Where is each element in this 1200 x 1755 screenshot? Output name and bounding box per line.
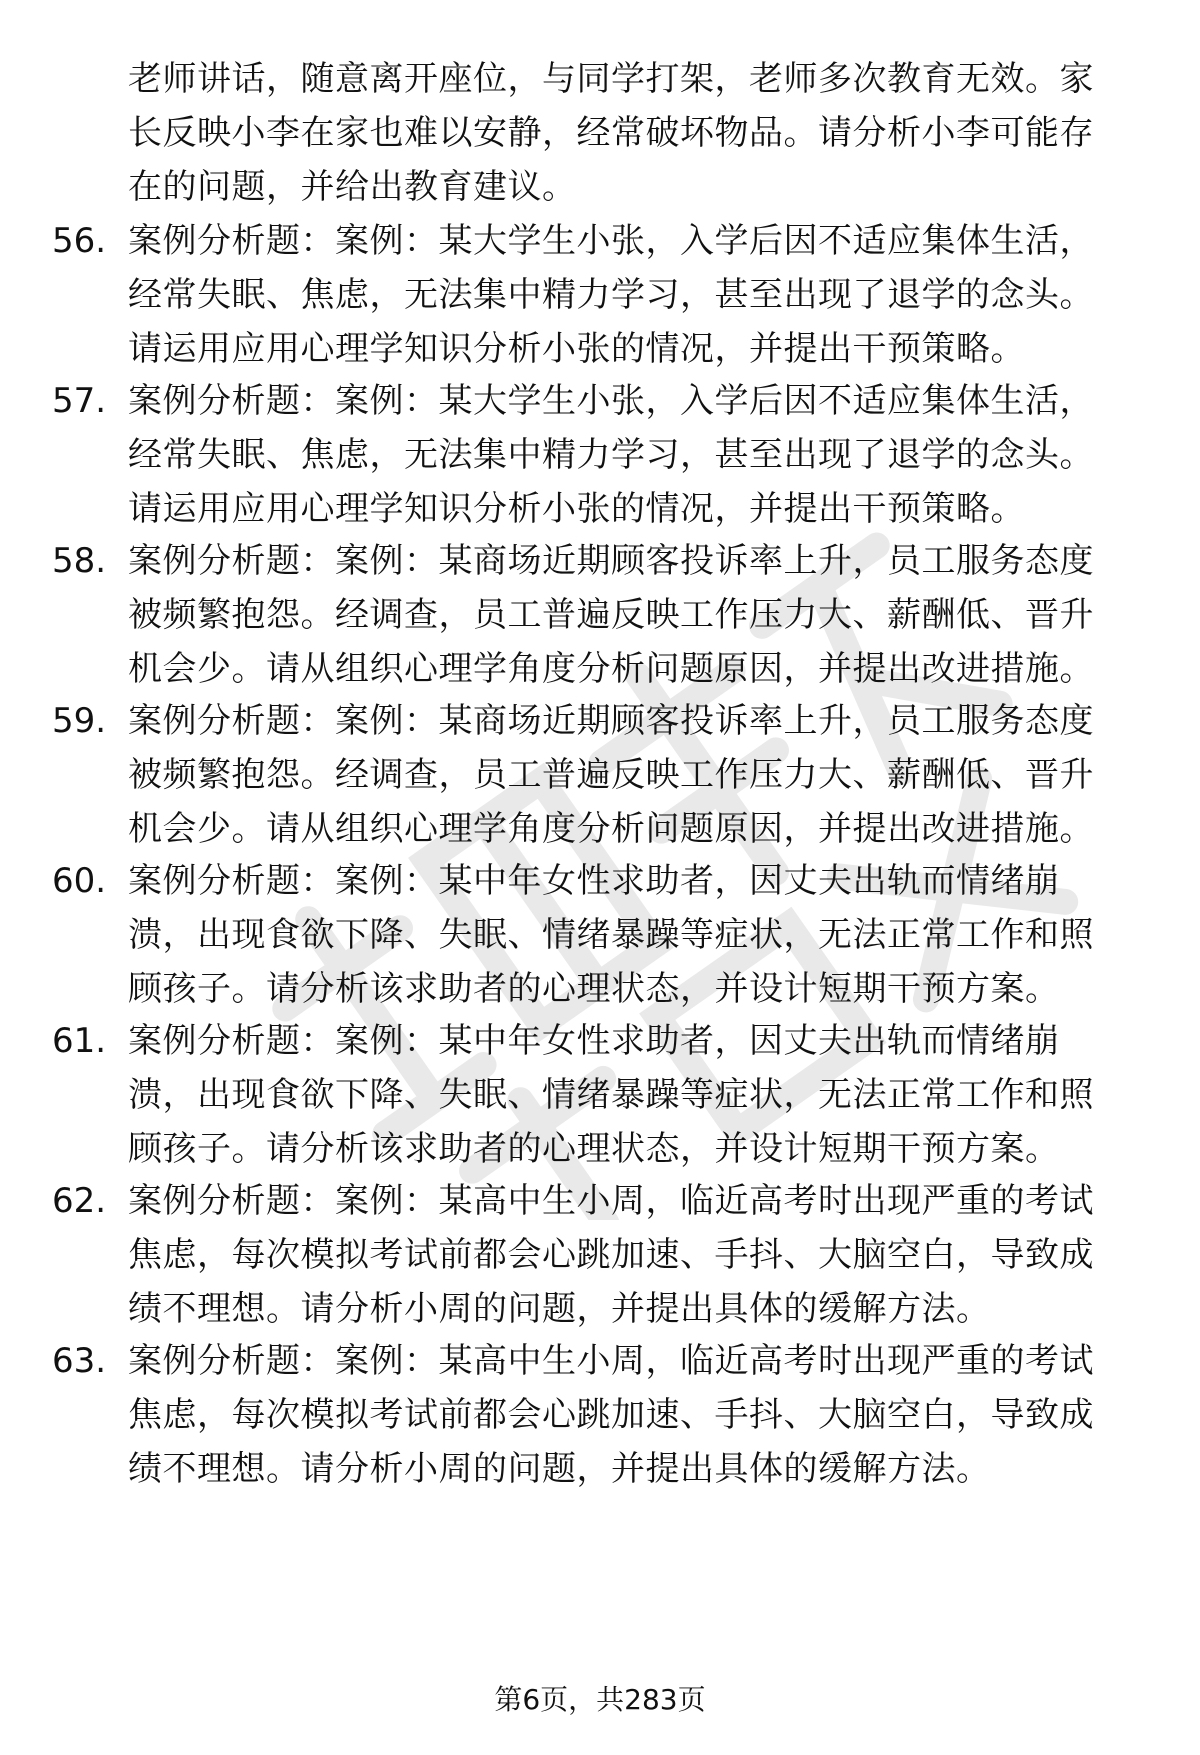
question-text bbox=[128, 694, 1148, 856]
text-line: 案例分析题：案例：某大学生小张，入学后因不适应集体生活， bbox=[128, 381, 1094, 421]
text-line: 案例分析题：案例：某大学生小张，入学后因不适应集体生活， bbox=[128, 221, 1094, 261]
question-text bbox=[128, 1174, 1148, 1336]
text-line: 请运用应用心理学知识分析小张的情况，并提出干预策略。 bbox=[128, 329, 1025, 369]
text-line: 绩不理想。请分析小周的问题，并提出具体的缓解方法。 bbox=[128, 1449, 991, 1489]
text-line: 被频繁抱怨。经调查，员工普遍反映工作压力大、薪酬低、晋升 bbox=[128, 595, 1094, 635]
question-text bbox=[128, 1334, 1148, 1496]
text-line: 长反映小李在家也难以安静，经常破坏物品。请分析小李可能存 bbox=[128, 113, 1094, 153]
text-line: 焦虑，每次模拟考试前都会心跳加速、手抖、大脑空白，导致成 bbox=[128, 1395, 1094, 1435]
text-line: 请运用应用心理学知识分析小张的情况，并提出干预策略。 bbox=[128, 489, 1025, 529]
question-text bbox=[128, 214, 1148, 376]
question-number: 57. bbox=[52, 381, 107, 421]
question-text bbox=[128, 1014, 1148, 1176]
question-number: 62. bbox=[52, 1181, 107, 1221]
text-line: 溃，出现食欲下降、失眠、情绪暴躁等症状，无法正常工作和照 bbox=[128, 1075, 1094, 1115]
text-line: 案例分析题：案例：某商场近期顾客投诉率上升，员工服务态度 bbox=[128, 701, 1094, 741]
text-line: 案例分析题：案例：某中年女性求助者，因丈夫出轨而情绪崩 bbox=[128, 1021, 1060, 1061]
question-number: 60. bbox=[52, 861, 107, 901]
text-line: 顾孩子。请分析该求助者的心理状态，并设计短期干预方案。 bbox=[128, 1129, 1060, 1169]
text-line: 老师讲话，随意离开座位，与同学打架，老师多次教育无效。家 bbox=[128, 59, 1094, 99]
question-number: 58. bbox=[52, 541, 107, 581]
question-text bbox=[128, 854, 1148, 1016]
question-number: 59. bbox=[52, 701, 107, 741]
text-line: 焦虑，每次模拟考试前都会心跳加速、手抖、大脑空白，导致成 bbox=[128, 1235, 1094, 1275]
question-text bbox=[128, 374, 1148, 536]
question-number: 56. bbox=[52, 221, 107, 261]
question-number: 63. bbox=[52, 1341, 107, 1381]
text-line: 机会少。请从组织心理学角度分析问题原因，并提出改进措施。 bbox=[128, 649, 1094, 689]
text-line: 在的问题，并给出教育建议。 bbox=[128, 167, 577, 207]
text-line: 绩不理想。请分析小周的问题，并提出具体的缓解方法。 bbox=[128, 1289, 991, 1329]
question-text bbox=[128, 534, 1148, 696]
text-line: 经常失眠、焦虑，无法集中精力学习，甚至出现了退学的念头。 bbox=[128, 435, 1094, 475]
text-line: 经常失眠、焦虑，无法集中精力学习，甚至出现了退学的念头。 bbox=[128, 275, 1094, 315]
text-line: 被频繁抱怨。经调查，员工普遍反映工作压力大、薪酬低、晋升 bbox=[128, 755, 1094, 795]
page-number-footer: 第6页，共283页 bbox=[494, 1683, 706, 1716]
text-line: 溃，出现食欲下降、失眠、情绪暴躁等症状，无法正常工作和照 bbox=[128, 915, 1094, 955]
question-number: 61. bbox=[52, 1021, 107, 1061]
intro-paragraph bbox=[128, 52, 1148, 214]
text-line: 案例分析题：案例：某中年女性求助者，因丈夫出轨而情绪崩 bbox=[128, 861, 1060, 901]
text-line: 案例分析题：案例：某商场近期顾客投诉率上升，员工服务态度 bbox=[128, 541, 1094, 581]
text-line: 案例分析题：案例：某高中生小周，临近高考时出现严重的考试 bbox=[128, 1181, 1094, 1221]
text-line: 顾孩子。请分析该求助者的心理状态，并设计短期干预方案。 bbox=[128, 969, 1060, 1009]
text-line: 案例分析题：案例：某高中生小周，临近高考时出现严重的考试 bbox=[128, 1341, 1094, 1381]
text-line: 机会少。请从组织心理学角度分析问题原因，并提出改进措施。 bbox=[128, 809, 1094, 849]
